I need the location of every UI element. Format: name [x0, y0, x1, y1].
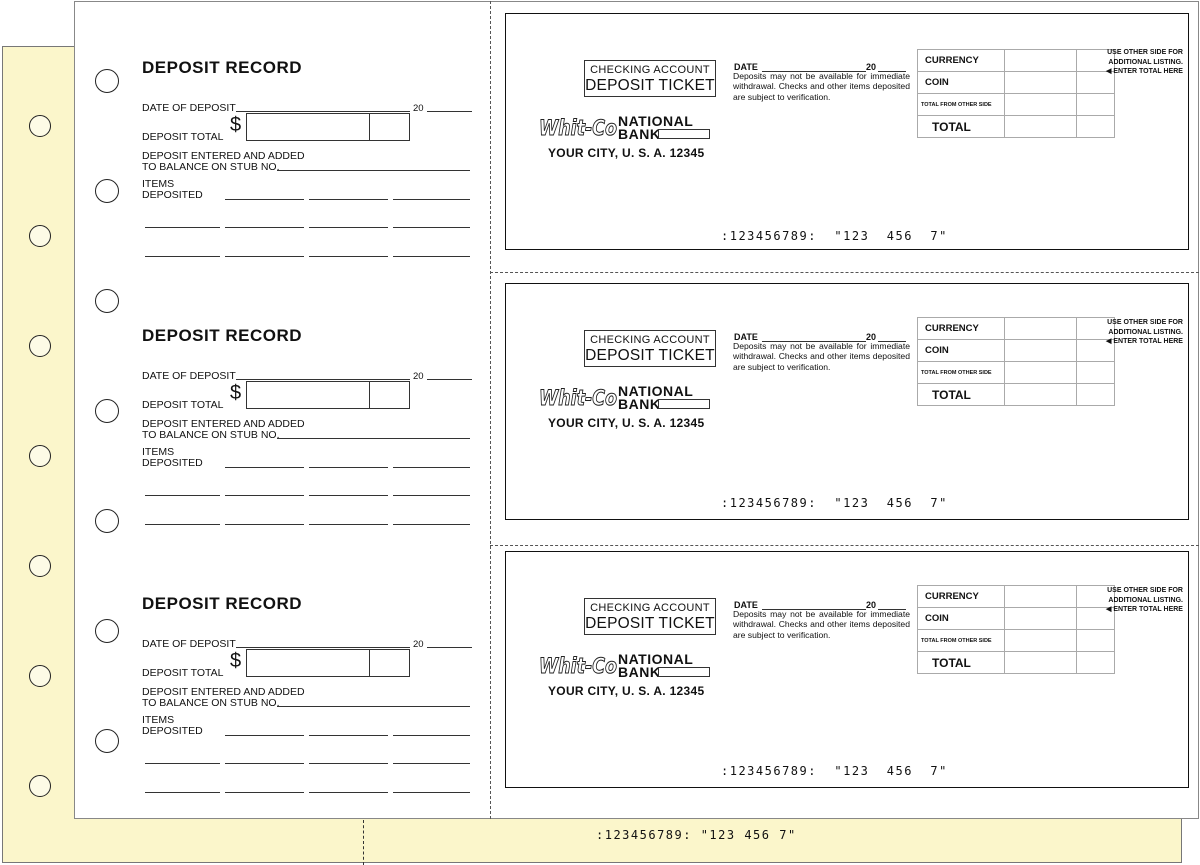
- account-type-box: [584, 330, 716, 367]
- item-line[interactable]: [393, 792, 470, 793]
- deposit-total-label: DEPOSIT TOTAL: [142, 131, 224, 143]
- stub-no-line[interactable]: [277, 706, 470, 707]
- deposit-ticket-label: DEPOSIT TICKET: [585, 615, 715, 632]
- entered-label-2: TO BALANCE ON STUB NO.: [142, 697, 280, 709]
- record-title: DEPOSIT RECORD: [142, 326, 303, 345]
- date-label: DATE: [734, 332, 758, 342]
- total-label: TOTAL: [918, 652, 1005, 674]
- total-label: TOTAL: [918, 116, 1005, 138]
- total-cents[interactable]: [1077, 116, 1115, 138]
- checking-account-label: CHECKING ACCOUNT: [590, 334, 710, 346]
- other-side-label: TOTAL FROM OTHER SIDE: [918, 362, 1005, 384]
- deposit-total-label: DEPOSIT TOTAL: [142, 399, 224, 411]
- total-dollars[interactable]: [1005, 116, 1077, 138]
- deposit-record: [0, 58, 490, 326]
- bank-name-box: [658, 667, 710, 677]
- entered-label-1: DEPOSIT ENTERED AND ADDED: [142, 150, 305, 162]
- item-line[interactable]: [393, 735, 470, 736]
- other-side-cents[interactable]: [1077, 630, 1115, 652]
- side-note-3-text: ENTER TOTAL HERE: [1113, 338, 1183, 345]
- item-line[interactable]: [309, 495, 388, 496]
- bank-logo: [538, 114, 618, 140]
- availability-notice: Deposits may not be available for immediate withdrawal. Checks and other items deposited are subject to verification.: [733, 71, 910, 102]
- other-side-instructions: [1106, 318, 1183, 347]
- items-label-2: DEPOSITED: [142, 457, 203, 469]
- date-label: DATE: [734, 600, 758, 610]
- currency-dollars[interactable]: [1005, 586, 1077, 608]
- side-note-2: ADDITIONAL LISTING.: [1108, 328, 1183, 336]
- coin-label: COIN: [918, 608, 1005, 630]
- deposit-total-box[interactable]: [246, 381, 410, 409]
- side-note-2: ADDITIONAL LISTING.: [1108, 596, 1183, 604]
- date-of-deposit-label: DATE OF DEPOSIT: [142, 102, 236, 114]
- item-line[interactable]: [225, 256, 304, 257]
- year-prefix: 20: [866, 600, 877, 610]
- item-line[interactable]: [225, 524, 304, 525]
- bank-logo-text: Whit-Co: [539, 654, 617, 678]
- item-line[interactable]: [309, 792, 388, 793]
- amount-grid: [917, 317, 1115, 406]
- micr-line: :123456789: "123 456 7": [721, 229, 948, 243]
- arrow-left-icon: ◀: [1106, 68, 1112, 75]
- other-side-dollars[interactable]: [1005, 630, 1077, 652]
- bank-logo: [538, 384, 618, 410]
- entered-label-2: TO BALANCE ON STUB NO.: [142, 429, 280, 441]
- year-line[interactable]: [427, 647, 472, 648]
- record-title: DEPOSIT RECORD: [142, 58, 303, 77]
- other-side-cents[interactable]: [1077, 94, 1115, 116]
- side-note-1: USE OTHER SIDE FOR: [1107, 587, 1183, 594]
- item-line[interactable]: [393, 763, 470, 764]
- side-note-3-text: ENTER TOTAL HERE: [1113, 68, 1183, 75]
- bank-name-box: [658, 399, 710, 409]
- deposit-ticket-label: DEPOSIT TICKET: [585, 77, 715, 94]
- bank-city: YOUR CITY, U. S. A. 12345: [548, 684, 705, 698]
- total-label: TOTAL: [918, 384, 1005, 406]
- bank-name-national: NATIONAL: [618, 383, 694, 399]
- other-side-label: TOTAL FROM OTHER SIDE: [918, 94, 1005, 116]
- other-side-label: TOTAL FROM OTHER SIDE: [918, 630, 1005, 652]
- item-line[interactable]: [225, 792, 304, 793]
- item-line[interactable]: [225, 467, 304, 468]
- bank-name-box: [658, 129, 710, 139]
- items-label-2: DEPOSITED: [142, 725, 203, 737]
- item-line[interactable]: [393, 524, 470, 525]
- perforation-horizontal: [490, 272, 1199, 273]
- item-line[interactable]: [393, 256, 470, 257]
- perforation-horizontal: [490, 545, 1199, 546]
- item-line[interactable]: [309, 199, 388, 200]
- item-line[interactable]: [225, 227, 304, 228]
- side-note-3: [1106, 337, 1183, 347]
- item-line[interactable]: [393, 227, 470, 228]
- date-line[interactable]: [236, 647, 410, 648]
- bank-name-bank: BANK: [618, 664, 661, 680]
- year-prefix: 20: [413, 371, 424, 382]
- deposit-record: [0, 326, 490, 594]
- stub-no-line[interactable]: [277, 438, 470, 439]
- side-note-1: USE OTHER SIDE FOR: [1107, 319, 1183, 326]
- perforation-vertical: [490, 1, 491, 819]
- stub-micr-line: :123456789: "123 456 7": [596, 828, 797, 842]
- arrow-left-icon: ◀: [1106, 338, 1112, 345]
- coin-dollars[interactable]: [1005, 340, 1077, 362]
- currency-dollars[interactable]: [1005, 318, 1077, 340]
- items-label-1: ITEMS: [142, 714, 175, 726]
- date-of-deposit-label: DATE OF DEPOSIT: [142, 370, 236, 382]
- item-line[interactable]: [309, 256, 388, 257]
- other-side-cents[interactable]: [1077, 362, 1115, 384]
- year-line[interactable]: [427, 111, 472, 112]
- coin-label: COIN: [918, 340, 1005, 362]
- coin-dollars[interactable]: [1005, 72, 1077, 94]
- year-prefix: 20: [866, 332, 877, 342]
- record-title: DEPOSIT RECORD: [142, 594, 303, 613]
- bank-logo: [538, 652, 618, 678]
- item-line[interactable]: [225, 735, 304, 736]
- item-line[interactable]: [225, 199, 304, 200]
- entered-label-1: DEPOSIT ENTERED AND ADDED: [142, 686, 305, 698]
- arrow-left-icon: ◀: [1106, 606, 1112, 613]
- checking-account-label: CHECKING ACCOUNT: [590, 64, 710, 76]
- year-prefix: 20: [413, 103, 424, 114]
- bank-logo-text: Whit-Co: [539, 116, 617, 140]
- deposit-ticket: [505, 551, 1189, 788]
- items-label-1: ITEMS: [142, 178, 175, 190]
- date-of-deposit-label: DATE OF DEPOSIT: [142, 638, 236, 650]
- date-line[interactable]: [236, 111, 410, 112]
- bank-name-national: NATIONAL: [618, 113, 694, 129]
- items-label-1: ITEMS: [142, 446, 175, 458]
- deposit-total-box[interactable]: [246, 113, 410, 141]
- item-line[interactable]: [309, 227, 388, 228]
- item-line[interactable]: [145, 763, 220, 764]
- side-note-2: ADDITIONAL LISTING.: [1108, 58, 1183, 66]
- amount-grid: [917, 585, 1115, 674]
- year-line[interactable]: [427, 379, 472, 380]
- availability-notice: Deposits may not be available for immediate withdrawal. Checks and other items deposited are subject to verification.: [733, 341, 910, 372]
- item-line[interactable]: [393, 467, 470, 468]
- other-side-dollars[interactable]: [1005, 94, 1077, 116]
- dollar-sign: $: [230, 114, 242, 136]
- total-cents[interactable]: [1077, 652, 1115, 674]
- coin-dollars[interactable]: [1005, 608, 1077, 630]
- currency-label: CURRENCY: [918, 586, 1005, 608]
- other-side-instructions: [1106, 48, 1183, 77]
- side-note-3: [1106, 605, 1183, 615]
- side-note-1: USE OTHER SIDE FOR: [1107, 49, 1183, 56]
- item-line[interactable]: [393, 199, 470, 200]
- account-type-box: [584, 598, 716, 635]
- other-side-instructions: [1106, 586, 1183, 615]
- item-line[interactable]: [145, 792, 220, 793]
- item-line[interactable]: [145, 495, 220, 496]
- micr-line: :123456789: "123 456 7": [721, 496, 948, 510]
- deposit-total-label: DEPOSIT TOTAL: [142, 667, 224, 679]
- year-prefix: 20: [866, 62, 877, 72]
- side-note-3-text: ENTER TOTAL HERE: [1113, 606, 1183, 613]
- item-line[interactable]: [225, 763, 304, 764]
- coin-label: COIN: [918, 72, 1005, 94]
- currency-label: CURRENCY: [918, 318, 1005, 340]
- total-dollars[interactable]: [1005, 384, 1077, 406]
- item-line[interactable]: [145, 227, 220, 228]
- deposit-total-box[interactable]: [246, 649, 410, 677]
- item-line[interactable]: [309, 763, 388, 764]
- availability-notice: Deposits may not be available for immediate withdrawal. Checks and other items deposited are subject to verification.: [733, 609, 910, 640]
- bank-logo-text: Whit-Co: [539, 386, 617, 410]
- stub-no-line[interactable]: [277, 170, 470, 171]
- item-line[interactable]: [309, 467, 388, 468]
- item-line[interactable]: [225, 495, 304, 496]
- item-line[interactable]: [309, 735, 388, 736]
- date-line[interactable]: [236, 379, 410, 380]
- micr-line: :123456789: "123 456 7": [721, 764, 948, 778]
- date-label: DATE: [734, 62, 758, 72]
- bank-city: YOUR CITY, U. S. A. 12345: [548, 416, 705, 430]
- item-line[interactable]: [309, 524, 388, 525]
- year-prefix: 20: [413, 639, 424, 650]
- dollar-sign: $: [230, 382, 242, 404]
- items-label-2: DEPOSITED: [142, 189, 203, 201]
- deposit-record: [0, 594, 490, 862]
- entered-label-1: DEPOSIT ENTERED AND ADDED: [142, 418, 305, 430]
- item-line[interactable]: [393, 495, 470, 496]
- currency-label: CURRENCY: [918, 50, 1005, 72]
- total-dollars[interactable]: [1005, 652, 1077, 674]
- deposit-ticket: [505, 283, 1189, 520]
- account-type-box: [584, 60, 716, 97]
- other-side-dollars[interactable]: [1005, 362, 1077, 384]
- bank-name-bank: BANK: [618, 126, 661, 142]
- bank-city: YOUR CITY, U. S. A. 12345: [548, 146, 705, 160]
- amount-grid: [917, 49, 1115, 138]
- entered-label-2: TO BALANCE ON STUB NO.: [142, 161, 280, 173]
- deposit-ticket: [505, 13, 1189, 250]
- item-line[interactable]: [145, 524, 220, 525]
- bank-name-national: NATIONAL: [618, 651, 694, 667]
- deposit-ticket-label: DEPOSIT TICKET: [585, 347, 715, 364]
- bank-name-bank: BANK: [618, 396, 661, 412]
- side-note-3: [1106, 67, 1183, 77]
- total-cents[interactable]: [1077, 384, 1115, 406]
- currency-dollars[interactable]: [1005, 50, 1077, 72]
- dollar-sign: $: [230, 650, 242, 672]
- item-line[interactable]: [145, 256, 220, 257]
- checking-account-label: CHECKING ACCOUNT: [590, 602, 710, 614]
